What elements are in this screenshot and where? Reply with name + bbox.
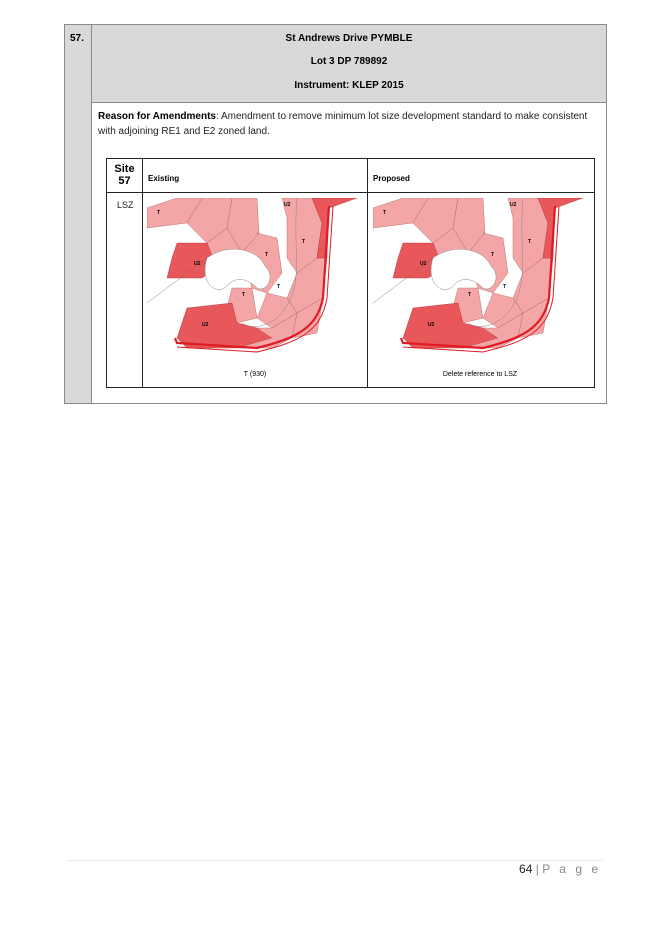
item-header — [92, 25, 606, 103]
zone-label-t: T — [157, 210, 161, 216]
site-header — [107, 163, 142, 187]
row-divider — [107, 192, 594, 193]
instrument-reference: Instrument: KLEP 2015 — [294, 80, 404, 91]
item-number: 57. — [70, 33, 84, 44]
comparison-table — [106, 158, 595, 388]
page-footer — [519, 862, 601, 876]
zone-label-t: T — [491, 252, 495, 258]
zone-label-u2: U2 — [420, 261, 427, 267]
reason-label: Reason for Amendments — [98, 111, 216, 122]
proposed-lot-map — [373, 198, 589, 366]
zone-label-t: T — [277, 284, 281, 290]
amendment-item-table — [64, 24, 607, 404]
existing-caption: T (930) — [243, 371, 267, 378]
zone-label-t: T — [468, 292, 472, 298]
zone-label-u2: U2 — [284, 202, 291, 208]
column-divider — [367, 159, 368, 387]
zone-label-u2: U2 — [510, 202, 517, 208]
zone-label-u2: U2 — [202, 322, 209, 328]
page-word: P a g e — [542, 862, 601, 876]
zone-label-t: T — [383, 210, 387, 216]
item-number-column — [65, 25, 92, 403]
zone-label-t: T — [528, 239, 532, 245]
reason-for-amendments — [98, 109, 603, 139]
zone-label-u2: U2 — [194, 261, 201, 267]
page-separator: | — [535, 862, 539, 876]
zone-label-t: T — [503, 284, 507, 290]
site-number: 57 — [118, 175, 131, 187]
existing-header: Existing — [148, 174, 180, 183]
reason-text: : Amendment to remove minimum lot size development standard to make consistent with adjoining RE1 and E2 zoned land. — [98, 111, 588, 137]
zone-label-t: T — [242, 292, 246, 298]
zone-label-u2: U2 — [428, 322, 435, 328]
page-number: 64 — [519, 862, 533, 876]
zone-label-t: T — [302, 239, 306, 245]
proposed-header: Proposed — [373, 174, 410, 183]
zone-label-t: T — [265, 252, 269, 258]
lot-reference: Lot 3 DP 789892 — [310, 56, 388, 67]
footer-divider — [68, 860, 603, 861]
proposed-caption: Delete reference to LSZ — [442, 371, 518, 378]
site-label: Site — [114, 163, 135, 175]
column-divider — [142, 159, 143, 387]
lsz-row-label: LSZ — [117, 200, 134, 210]
existing-lot-map — [147, 198, 363, 366]
site-title: St Andrews Drive PYMBLE — [285, 33, 413, 44]
